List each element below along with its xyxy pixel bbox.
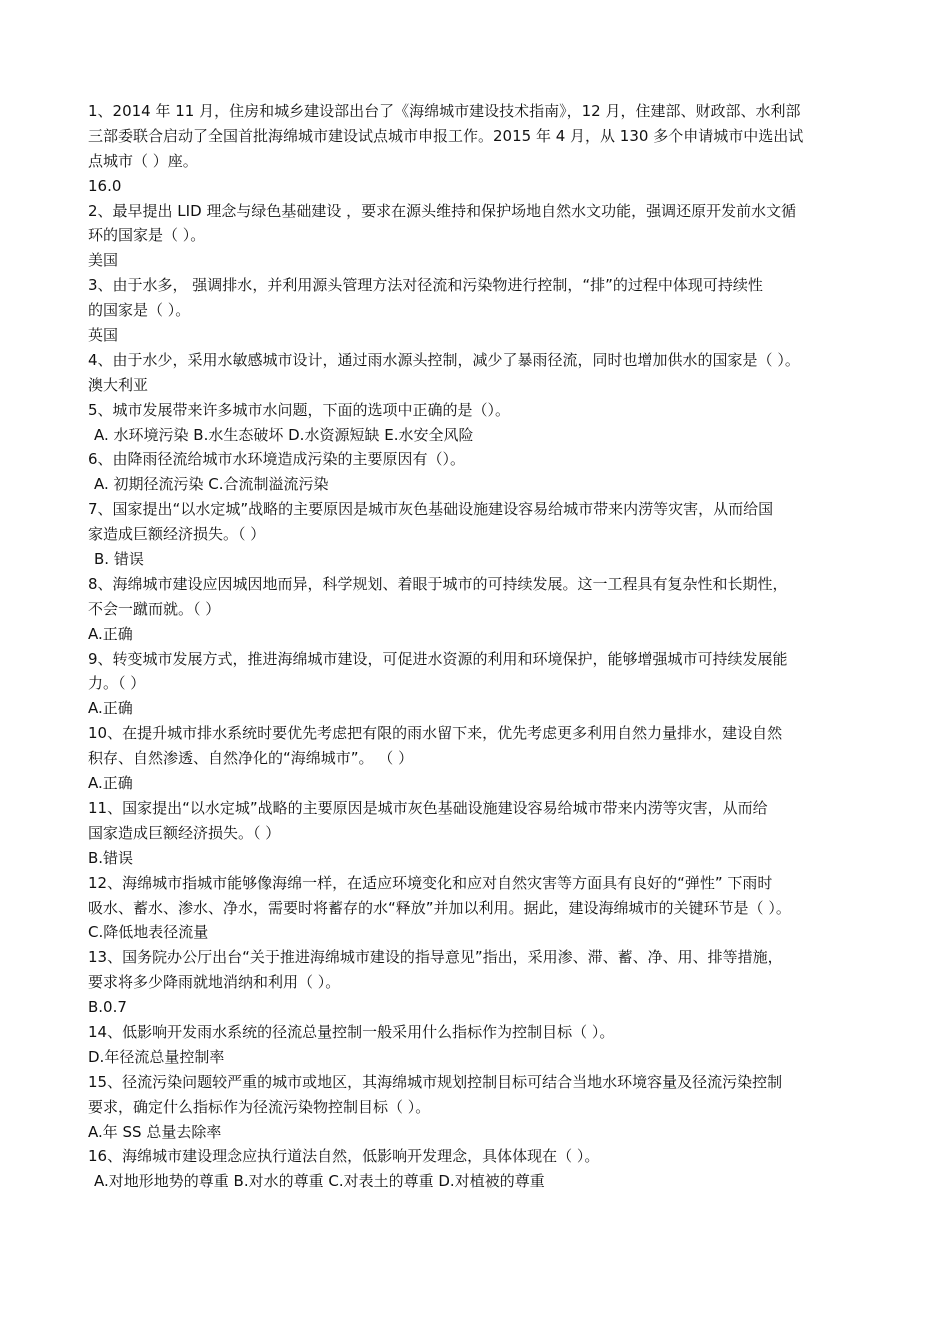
question-1-line-2: 三部委联合启动了全国首批海绵城市建设试点城市申报工作。2015 年 4 月，从 130 多个申请城市中选出试	[88, 126, 804, 145]
question-2-line-1: 2、最早提出 LID 理念与绿色基础建设 ，要求在源头维持和保护场地自然水文功能，强调还原开发前水文循	[88, 201, 797, 220]
question-5-line-1: 5、城市发展带来许多城市水问题，下面的选项中正确的是（）。	[88, 400, 511, 419]
answer-3: 英国	[88, 326, 119, 345]
question-1-line-3: 点城市（ ）座。	[88, 151, 198, 170]
answer-7: B. 错误	[94, 550, 144, 569]
question-7-line-1: 7、国家提出“以水定城”战略的主要原因是城市灰色基础设施建设容易给城市带来内涝等灾害，从而给国	[88, 500, 774, 519]
question-6-line-1: 6、由降雨径流给城市水环境造成污染的主要原因有（）。	[88, 450, 466, 469]
answer-13: B.0.7	[88, 998, 127, 1017]
question-list	[88, 99, 878, 1194]
question-12-line-2: 吸水、蓄水、渗水、净水，需要时将蓄存的水“释放”并加以利用。据此，建设海绵城市的关键环节是（ ）。	[88, 898, 791, 917]
question-2-line-2: 环的国家是（ ）。	[88, 226, 206, 245]
question-3-line-1: 3、由于水多， 强调排水，并利用源头管理方法对径流和污染物进行控制，“排”的过程中体现可持续性	[88, 276, 763, 295]
question-8-line-1: 8、海绵城市建设应因城因地而异，科学规划、着眼于城市的可持续发展。这一工程具有复杂性和长期性，	[88, 574, 788, 593]
question-15-line-1: 15、径流污染问题较严重的城市或地区，其海绵城市规划控制目标可结合当地水环境容量及径流污染控制	[88, 1072, 783, 1091]
answer-16: A.对地形地势的尊重 B.对水的尊重 C.对表土的尊重 D.对植被的尊重	[94, 1172, 545, 1191]
answer-4: 澳大利亚	[88, 375, 149, 394]
question-1-line-1: 1、2014 年 11 月，住房和城乡建设部出台了《海绵城市建设技术指南》，12 月，住建部、财政部、水利部	[88, 102, 801, 120]
question-13-line-1: 13、国务院办公厅出台“关于推进海绵城市建设的指导意见”指出，采用渗、滞、蓄、净、用、排等措施，	[88, 948, 783, 967]
answer-15: A.年 SS 总量去除率	[88, 1122, 222, 1141]
question-15-line-2: 要求，确定什么指标作为径流污染物控制目标（ ）。	[88, 1097, 431, 1116]
question-9-line-2: 力。（ ）	[88, 674, 146, 693]
question-12-line-1: 12、海绵城市指城市能够像海绵一样，在适应环境变化和应对自然灾害等方面具有良好的“弹性” 下雨时	[88, 873, 773, 892]
answer-12: C.降低地表径流量	[88, 923, 209, 942]
question-11-line-2: 国家造成巨额经济损失。（ ）	[88, 823, 281, 842]
question-13-line-2: 要求将多少降雨就地消纳和利用（ ）。	[88, 973, 341, 992]
question-4-line-1: 4、由于水少，采用水敏感城市设计，通过雨水源头控制，减少了暴雨径流，同时也增加供水的国家是（ ）。	[88, 350, 800, 369]
question-9-line-1: 9、转变城市发展方式，推进海绵城市建设，可促进水资源的利用和环境保护，能够增强城市可持续发展能	[88, 649, 788, 668]
answer-9: A.正确	[88, 699, 133, 718]
question-10-line-2: 积存、自然渗透、自然净化的“海绵城市”。 （ ）	[88, 749, 414, 768]
answer-5: A. 水环境污染 B.水生态破坏 D.水资源短缺 E.水安全风险	[94, 425, 474, 444]
answer-8: A.正确	[88, 624, 133, 643]
question-14-line-1: 14、低影响开发雨水系统的径流总量控制一般采用什么指标作为控制目标（ ）。	[88, 1022, 615, 1041]
question-11-line-1: 11、国家提出“以水定城”战略的主要原因是城市灰色基础设施建设容易给城市带来内涝等灾害，从而给	[88, 798, 768, 817]
question-8-line-2: 不会一蹴而就。（ ）	[88, 599, 221, 618]
answer-10: A.正确	[88, 774, 133, 793]
answer-2: 美国	[88, 251, 119, 270]
answer-14: D.年径流总量控制率	[88, 1047, 225, 1066]
question-3-line-2: 的国家是（ ）。	[88, 301, 191, 320]
question-7-line-2: 家造成巨额经济损失。（ ）	[88, 525, 266, 544]
question-16-line-1: 16、海绵城市建设理念应执行道法自然，低影响开发理念，具体体现在（ ）。	[88, 1147, 600, 1166]
question-10-line-1: 10、在提升城市排水系统时要优先考虑把有限的雨水留下来，优先考虑更多利用自然力量排水，建设自然	[88, 724, 783, 743]
answer-11: B.错误	[88, 848, 134, 867]
answer-1: 16.0	[88, 176, 122, 195]
answer-6: A. 初期径流污染 C.合流制溢流污染	[94, 475, 329, 494]
